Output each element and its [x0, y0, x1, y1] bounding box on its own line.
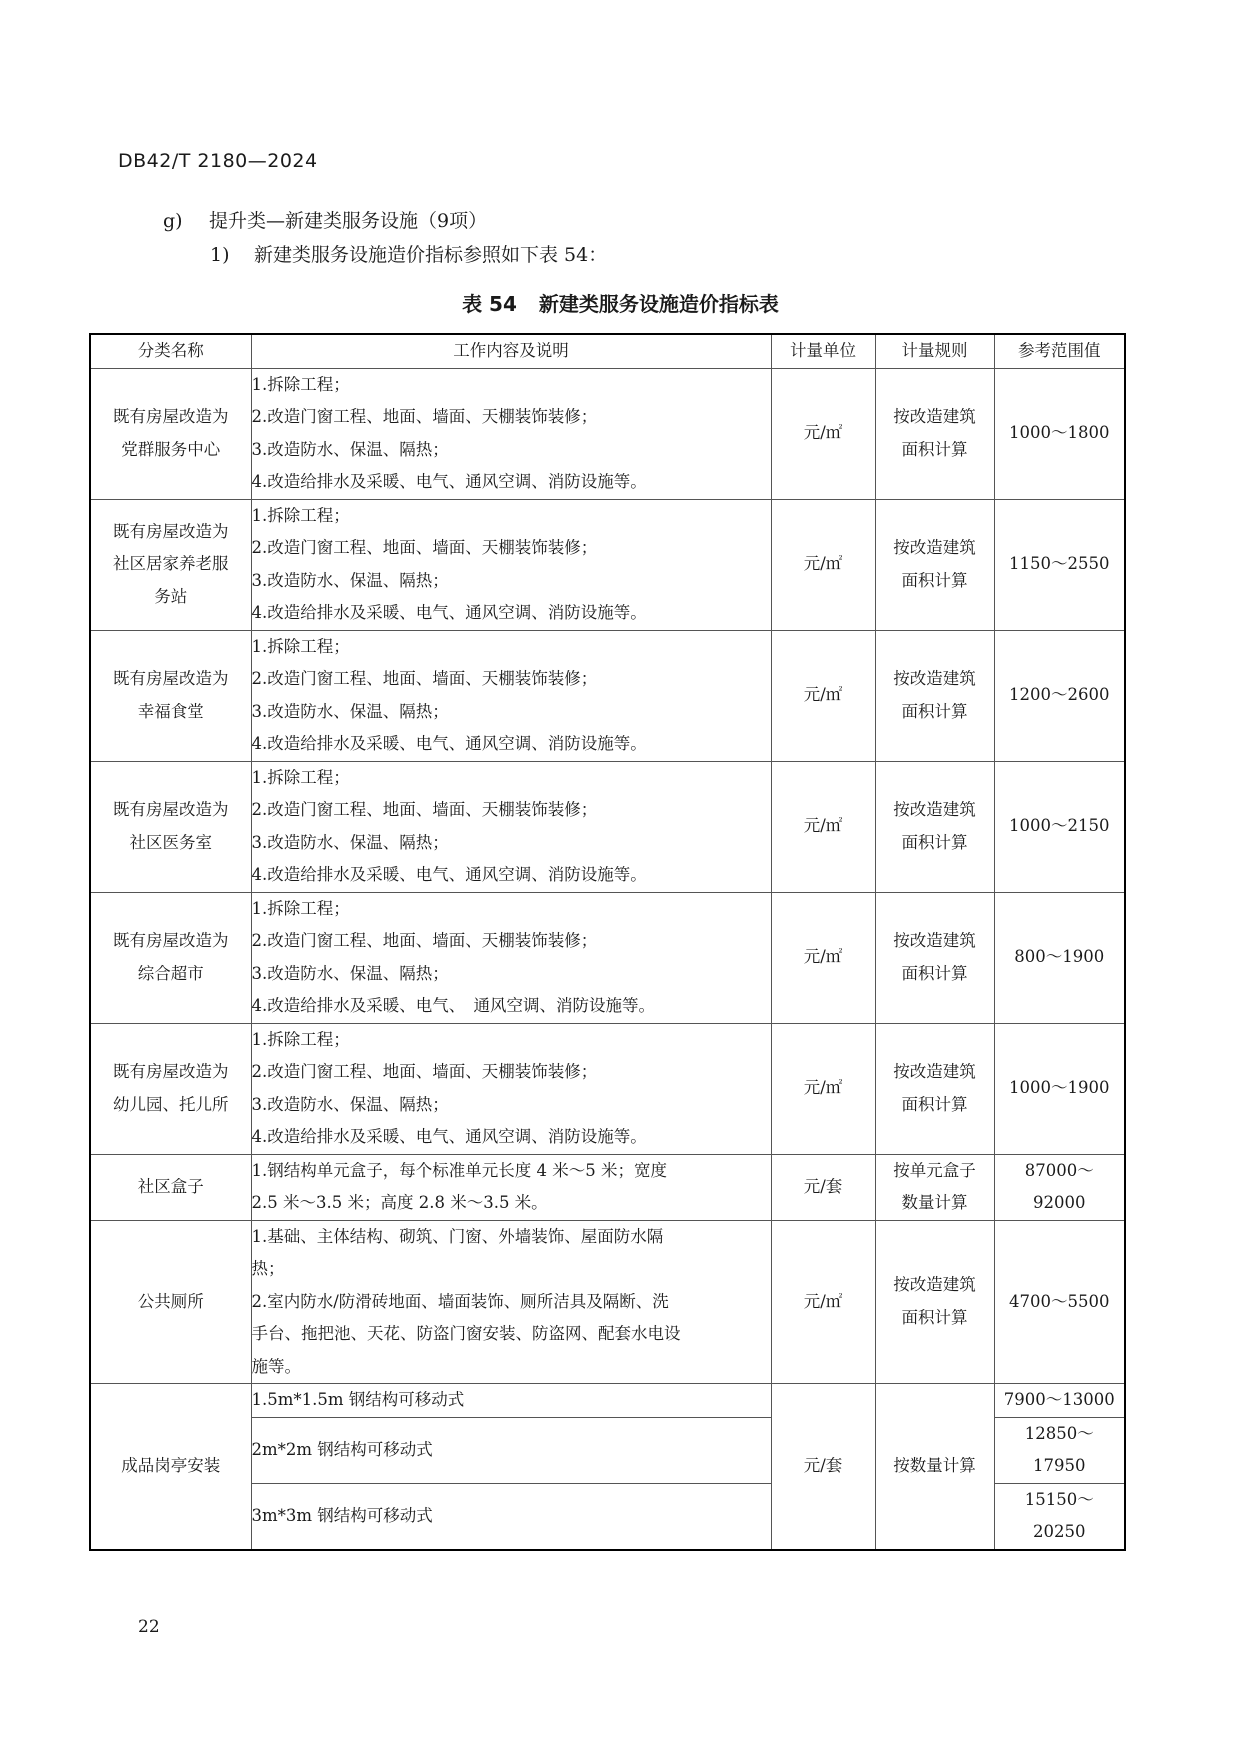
- header-range: 参考范围值: [994, 334, 1125, 368]
- work-content-cell: [251, 1023, 771, 1154]
- work-content-line: 手台、拖把池、天花、防盗门窗安装、防盗网、配套水电设: [251, 1324, 681, 1343]
- work-content-line: 1.拆除工程；: [251, 1029, 350, 1049]
- rule-line: 按单元盒子: [893, 1160, 976, 1180]
- section-title: 提升类—新建类服务设施（9项）: [209, 210, 488, 232]
- table-caption-title: 新建类服务设施造价指标表: [538, 292, 779, 316]
- table-row: [90, 630, 1125, 761]
- table-row: [90, 499, 1125, 630]
- table-row: [90, 1154, 1125, 1220]
- table-row: [90, 761, 1125, 892]
- category-name-cell: [90, 630, 251, 761]
- category-name-line: 综合超市: [137, 963, 204, 983]
- category-name-line: 社区盒子: [137, 1176, 204, 1196]
- work-content-line: 4.改造给排水及采暖、电气、通风空调、消防设施等。: [251, 1127, 647, 1146]
- unit-cell: 元/套: [771, 1384, 875, 1550]
- rule-cell: [875, 1023, 994, 1154]
- category-name-cell: [90, 1023, 251, 1154]
- table-row: [90, 368, 1125, 499]
- range-line: 1000～1900: [1009, 1078, 1110, 1098]
- section-heading: [163, 206, 487, 233]
- work-content-cell: [251, 499, 771, 630]
- work-content-cell: [251, 1154, 771, 1220]
- header-work-content: 工作内容及说明: [251, 334, 771, 368]
- work-content-line: 4.改造给排水及采暖、电气、通风空调、消防设施等。: [251, 865, 647, 884]
- category-name-line: 党群服务中心: [121, 439, 221, 459]
- work-content-line: 2.改造门窗工程、地面、墙面、天棚装饰装修；: [251, 538, 598, 557]
- unit-cell: 元/㎡: [771, 368, 875, 499]
- category-name-cell: [90, 1154, 251, 1220]
- rule-line: 数量计算: [901, 1193, 968, 1212]
- subsection-marker: 1): [210, 244, 230, 266]
- work-content-line: 2.室内防水/防滑砖地面、墙面装饰、厕所洁具及隔断、洗: [251, 1291, 669, 1311]
- work-content-line: 3.改造防水、保温、隔热；: [251, 439, 449, 459]
- page-number: 22: [138, 1617, 160, 1637]
- table-caption-number: 表 54: [462, 292, 517, 316]
- category-name-cell: [90, 1220, 251, 1384]
- category-name-line: 社区医务室: [129, 832, 212, 852]
- header-rule: 计量规则: [875, 334, 994, 368]
- header-category: 分类名称: [90, 334, 251, 368]
- rule-cell: [875, 761, 994, 892]
- work-content-line: 3.改造防水、保温、隔热；: [251, 832, 449, 852]
- category-name-line: 既有房屋改造为: [113, 521, 229, 541]
- range-line: 12850～: [1024, 1423, 1094, 1443]
- range-line: 1200～2600: [1009, 685, 1110, 705]
- work-content-line: 1.拆除工程；: [251, 636, 350, 656]
- rule-cell: [875, 630, 994, 761]
- table-caption: [0, 288, 1241, 317]
- category-name-line: 幼儿园、托儿所: [113, 1094, 229, 1114]
- table-row: [90, 1023, 1125, 1154]
- range-line: 1000～2150: [1009, 816, 1110, 836]
- work-content-line: 1.拆除工程；: [251, 767, 350, 787]
- table-body: [90, 368, 1125, 1550]
- rule-line: 按改造建筑: [893, 931, 976, 950]
- category-name-line: 既有房屋改造为: [113, 800, 229, 819]
- range-cell: [994, 1023, 1125, 1154]
- unit-cell: 元/㎡: [771, 1220, 875, 1384]
- work-content-cell: [251, 892, 771, 1023]
- rule-line: 面积计算: [901, 832, 968, 852]
- range-line: 800～1900: [1014, 947, 1105, 967]
- work-content-line: 3.改造防水、保温、隔热；: [251, 1094, 449, 1114]
- table-row: [90, 892, 1125, 1023]
- work-content-line: 1.拆除工程；: [251, 898, 350, 918]
- work-content-cell: [251, 761, 771, 892]
- range-cell: [994, 499, 1125, 630]
- rule-cell: [875, 1154, 994, 1220]
- rule-line: 按改造建筑: [893, 1275, 976, 1295]
- rule-line: 按改造建筑: [893, 669, 976, 688]
- work-content-cell: 1.5m*1.5m 钢结构可移动式: [251, 1384, 771, 1418]
- rule-cell: [875, 892, 994, 1023]
- work-content-line: 4.改造给排水及采暖、电气、通风空调、消防设施等。: [251, 603, 647, 622]
- rule-line: 按改造建筑: [893, 407, 976, 426]
- range-cell: [994, 1483, 1125, 1550]
- unit-cell: 元/㎡: [771, 630, 875, 761]
- category-name-cell: [90, 892, 251, 1023]
- category-name-line: 务站: [154, 586, 188, 606]
- table-row: [90, 1220, 1125, 1384]
- range-line: 20250: [1033, 1522, 1086, 1541]
- work-content-line: 4.改造给排水及采暖、电气、 通风空调、消防设施等。: [251, 996, 655, 1015]
- rule-line: 面积计算: [901, 439, 968, 459]
- range-line: 17950: [1033, 1456, 1086, 1475]
- work-content-line: 1.拆除工程；: [251, 374, 350, 394]
- work-content-line: 1.钢结构单元盒子，每个标准单元长度 4 米～5 米；宽度: [251, 1160, 667, 1180]
- work-content-line: 4.改造给排水及采暖、电气、通风空调、消防设施等。: [251, 734, 647, 753]
- unit-cell: 元/㎡: [771, 1023, 875, 1154]
- work-content-line: 4.改造给排水及采暖、电气、通风空调、消防设施等。: [251, 472, 647, 491]
- range-cell: [994, 368, 1125, 499]
- category-name-cell: [90, 368, 251, 499]
- work-content-line: 2.改造门窗工程、地面、墙面、天棚装饰装修；: [251, 800, 598, 819]
- rule-cell: 按数量计算: [875, 1384, 994, 1550]
- category-name-cell: [90, 761, 251, 892]
- category-name-line: 既有房屋改造为: [113, 407, 229, 426]
- rule-cell: [875, 368, 994, 499]
- category-name-line: 公共厕所: [137, 1291, 204, 1311]
- work-content-cell: 3m*3m 钢结构可移动式: [251, 1483, 771, 1550]
- range-cell: [994, 1220, 1125, 1384]
- section-marker: g): [163, 210, 183, 232]
- work-content-line: 1.拆除工程；: [251, 505, 350, 525]
- rule-line: 面积计算: [901, 1094, 968, 1114]
- rule-line: 面积计算: [901, 701, 968, 721]
- range-line: 15150～: [1024, 1489, 1094, 1509]
- rule-line: 面积计算: [901, 1307, 968, 1327]
- category-name-cell: 成品岗亭安装: [90, 1384, 251, 1550]
- range-cell: [994, 1154, 1125, 1220]
- range-cell: [994, 761, 1125, 892]
- subsection-heading: [210, 240, 607, 267]
- work-content-line: 2.改造门窗工程、地面、墙面、天棚装饰装修；: [251, 407, 598, 426]
- range-line: 4700～5500: [1009, 1291, 1110, 1311]
- work-content-line: 1.基础、主体结构、砌筑、门窗、外墙装饰、屋面防水隔: [251, 1226, 664, 1246]
- range-line: 1000～1800: [1009, 423, 1110, 443]
- category-name-cell: [90, 499, 251, 630]
- unit-cell: 元/㎡: [771, 499, 875, 630]
- rule-line: 按改造建筑: [893, 538, 976, 557]
- unit-cell: 元/㎡: [771, 892, 875, 1023]
- table-header-row: [90, 334, 1125, 368]
- subsection-text: 新建类服务设施造价指标参照如下表 54：: [254, 244, 608, 266]
- range-cell: [994, 892, 1125, 1023]
- rule-line: 按改造建筑: [893, 1062, 976, 1081]
- work-content-line: 施等。: [251, 1356, 301, 1376]
- unit-cell: 元/套: [771, 1154, 875, 1220]
- work-content-line: 2.改造门窗工程、地面、墙面、天棚装饰装修；: [251, 1062, 598, 1081]
- rule-line: 面积计算: [901, 963, 968, 983]
- unit-cell: 元/㎡: [771, 761, 875, 892]
- work-content-cell: [251, 368, 771, 499]
- work-content-cell: [251, 630, 771, 761]
- category-name-line: 社区居家养老服: [113, 554, 229, 574]
- rule-line: 按改造建筑: [893, 800, 976, 819]
- range-line: 87000～: [1024, 1160, 1094, 1180]
- work-content-line: 2.改造门窗工程、地面、墙面、天棚装饰装修；: [251, 931, 598, 950]
- work-content-line: 2.改造门窗工程、地面、墙面、天棚装饰装修；: [251, 669, 598, 688]
- work-content-line: 热；: [251, 1259, 285, 1278]
- work-content-line: 3.改造防水、保温、隔热；: [251, 570, 449, 590]
- range-cell: [994, 1384, 1125, 1418]
- range-line: 7900～13000: [1003, 1390, 1115, 1409]
- work-content-cell: 2m*2m 钢结构可移动式: [251, 1417, 771, 1483]
- work-content-line: 3.改造防水、保温、隔热；: [251, 963, 449, 983]
- range-cell: [994, 1417, 1125, 1483]
- range-line: 1150～2550: [1009, 554, 1110, 574]
- work-content-line: 3.改造防水、保温、隔热；: [251, 701, 449, 721]
- kiosk-row: [90, 1384, 1125, 1418]
- rule-cell: [875, 1220, 994, 1384]
- rule-cell: [875, 499, 994, 630]
- cost-index-table: [89, 333, 1126, 1551]
- header-unit: 计量单位: [771, 334, 875, 368]
- category-name-line: 既有房屋改造为: [113, 1062, 229, 1081]
- category-name-line: 幸福食堂: [137, 701, 204, 721]
- category-name-line: 既有房屋改造为: [113, 931, 229, 950]
- range-cell: [994, 630, 1125, 761]
- range-line: 92000: [1033, 1193, 1086, 1212]
- work-content-cell: [251, 1220, 771, 1384]
- document-code: DB42/T 2180—2024: [118, 150, 318, 172]
- work-content-line: 2.5 米～3.5 米；高度 2.8 米～3.5 米。: [251, 1193, 548, 1212]
- category-name-line: 既有房屋改造为: [113, 669, 229, 688]
- rule-line: 面积计算: [901, 570, 968, 590]
